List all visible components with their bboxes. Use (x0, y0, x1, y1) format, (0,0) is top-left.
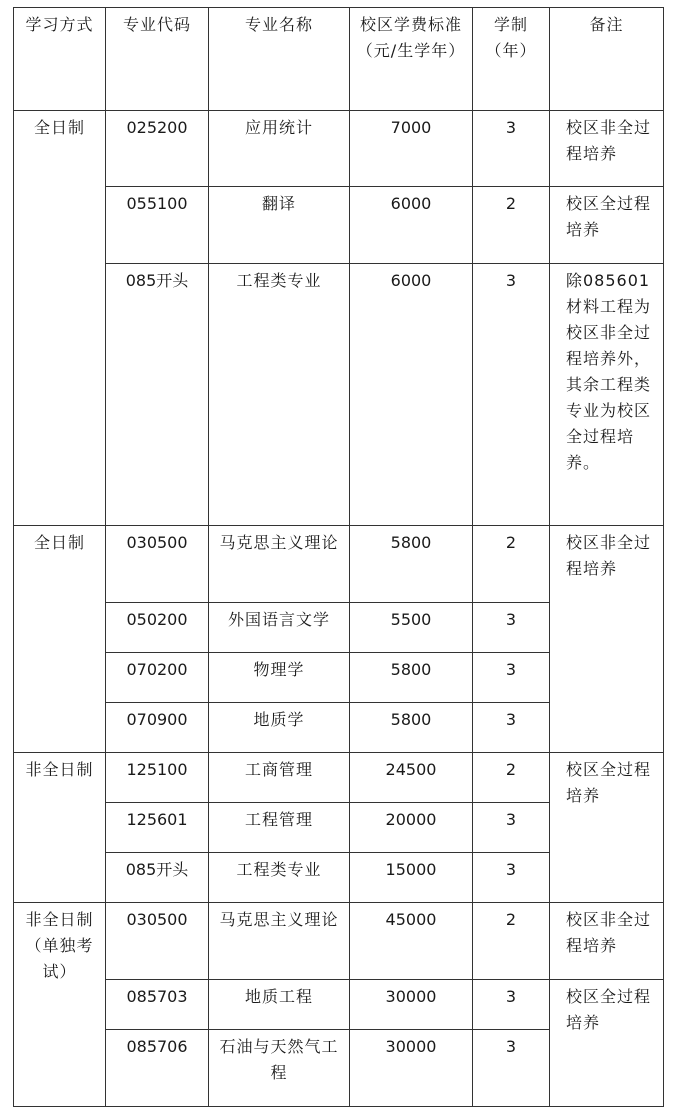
major-name: 物理学 (209, 653, 350, 703)
table-row (14, 753, 664, 803)
tuition-fee: 5500 (350, 603, 473, 653)
fee-table-container (13, 7, 664, 1107)
major-name: 工商管理 (209, 753, 350, 803)
header-major-name: 专业名称 (209, 8, 350, 111)
major-name: 马克思主义理论 (209, 903, 350, 980)
major-name: 石油与天然气工程 (209, 1030, 350, 1107)
study-mode-cell: 非全日制（单独考试） (14, 903, 106, 1107)
header-duration: 学制（年） (473, 8, 550, 111)
major-code: 030500 (106, 526, 209, 603)
remark: 校区非全过程培养 (550, 903, 664, 980)
header-study-mode: 学习方式 (14, 8, 106, 111)
major-code: 085开头 (106, 853, 209, 903)
tuition-fee: 6000 (350, 264, 473, 526)
tuition-fee: 15000 (350, 853, 473, 903)
table-row (14, 980, 664, 1030)
major-code: 055100 (106, 187, 209, 264)
major-code: 125100 (106, 753, 209, 803)
tuition-fee: 7000 (350, 111, 473, 187)
duration-years: 3 (473, 853, 550, 903)
major-name: 地质学 (209, 703, 350, 753)
duration-years: 3 (473, 803, 550, 853)
header-major-code: 专业代码 (106, 8, 209, 111)
major-code: 050200 (106, 603, 209, 653)
duration-years: 3 (473, 980, 550, 1030)
study-mode-cell: 非全日制 (14, 753, 106, 903)
table-row (14, 187, 664, 264)
duration-years: 2 (473, 903, 550, 980)
remark: 校区非全过程培养 (550, 111, 664, 187)
major-name: 工程类专业 (209, 853, 350, 903)
major-name: 马克思主义理论 (209, 526, 350, 603)
study-mode-cell: 全日制 (14, 526, 106, 753)
tuition-fee: 24500 (350, 753, 473, 803)
tuition-fee: 20000 (350, 803, 473, 853)
table-row (14, 526, 664, 603)
major-name: 工程管理 (209, 803, 350, 853)
duration-years: 2 (473, 526, 550, 603)
remark: 校区非全过程培养 (550, 526, 664, 753)
header-tuition: 校区学费标准（元/生学年） (350, 8, 473, 111)
header-row (14, 8, 664, 111)
remark: 校区全过程培养 (550, 187, 664, 264)
table-row (14, 111, 664, 187)
tuition-fee: 5800 (350, 526, 473, 603)
major-code: 070900 (106, 703, 209, 753)
major-code: 125601 (106, 803, 209, 853)
major-code: 025200 (106, 111, 209, 187)
remark: 校区全过程培养 (550, 753, 664, 903)
tuition-fee: 30000 (350, 980, 473, 1030)
study-mode-cell: 全日制 (14, 111, 106, 526)
duration-years: 3 (473, 653, 550, 703)
tuition-fee: 5800 (350, 703, 473, 753)
tuition-fee: 45000 (350, 903, 473, 980)
major-name: 地质工程 (209, 980, 350, 1030)
duration-years: 3 (473, 703, 550, 753)
table-row (14, 264, 664, 526)
major-code: 085开头 (106, 264, 209, 526)
tuition-fee: 5800 (350, 653, 473, 703)
duration-years: 3 (473, 111, 550, 187)
remark: 除085601材料工程为校区非全过程培养外，其余工程类专业为校区全过程培养。 (550, 264, 664, 526)
duration-years: 2 (473, 753, 550, 803)
major-code: 085706 (106, 1030, 209, 1107)
tuition-fee: 6000 (350, 187, 473, 264)
duration-years: 3 (473, 1030, 550, 1107)
duration-years: 3 (473, 264, 550, 526)
remark: 校区全过程培养 (550, 980, 664, 1107)
table-row (14, 903, 664, 980)
major-code: 030500 (106, 903, 209, 980)
major-code: 085703 (106, 980, 209, 1030)
fee-table (13, 7, 664, 1107)
header-remarks: 备注 (550, 8, 664, 111)
major-code: 070200 (106, 653, 209, 703)
duration-years: 2 (473, 187, 550, 264)
major-name: 外国语言文学 (209, 603, 350, 653)
duration-years: 3 (473, 603, 550, 653)
tuition-fee: 30000 (350, 1030, 473, 1107)
major-name: 应用统计 (209, 111, 350, 187)
major-name: 翻译 (209, 187, 350, 264)
major-name: 工程类专业 (209, 264, 350, 526)
